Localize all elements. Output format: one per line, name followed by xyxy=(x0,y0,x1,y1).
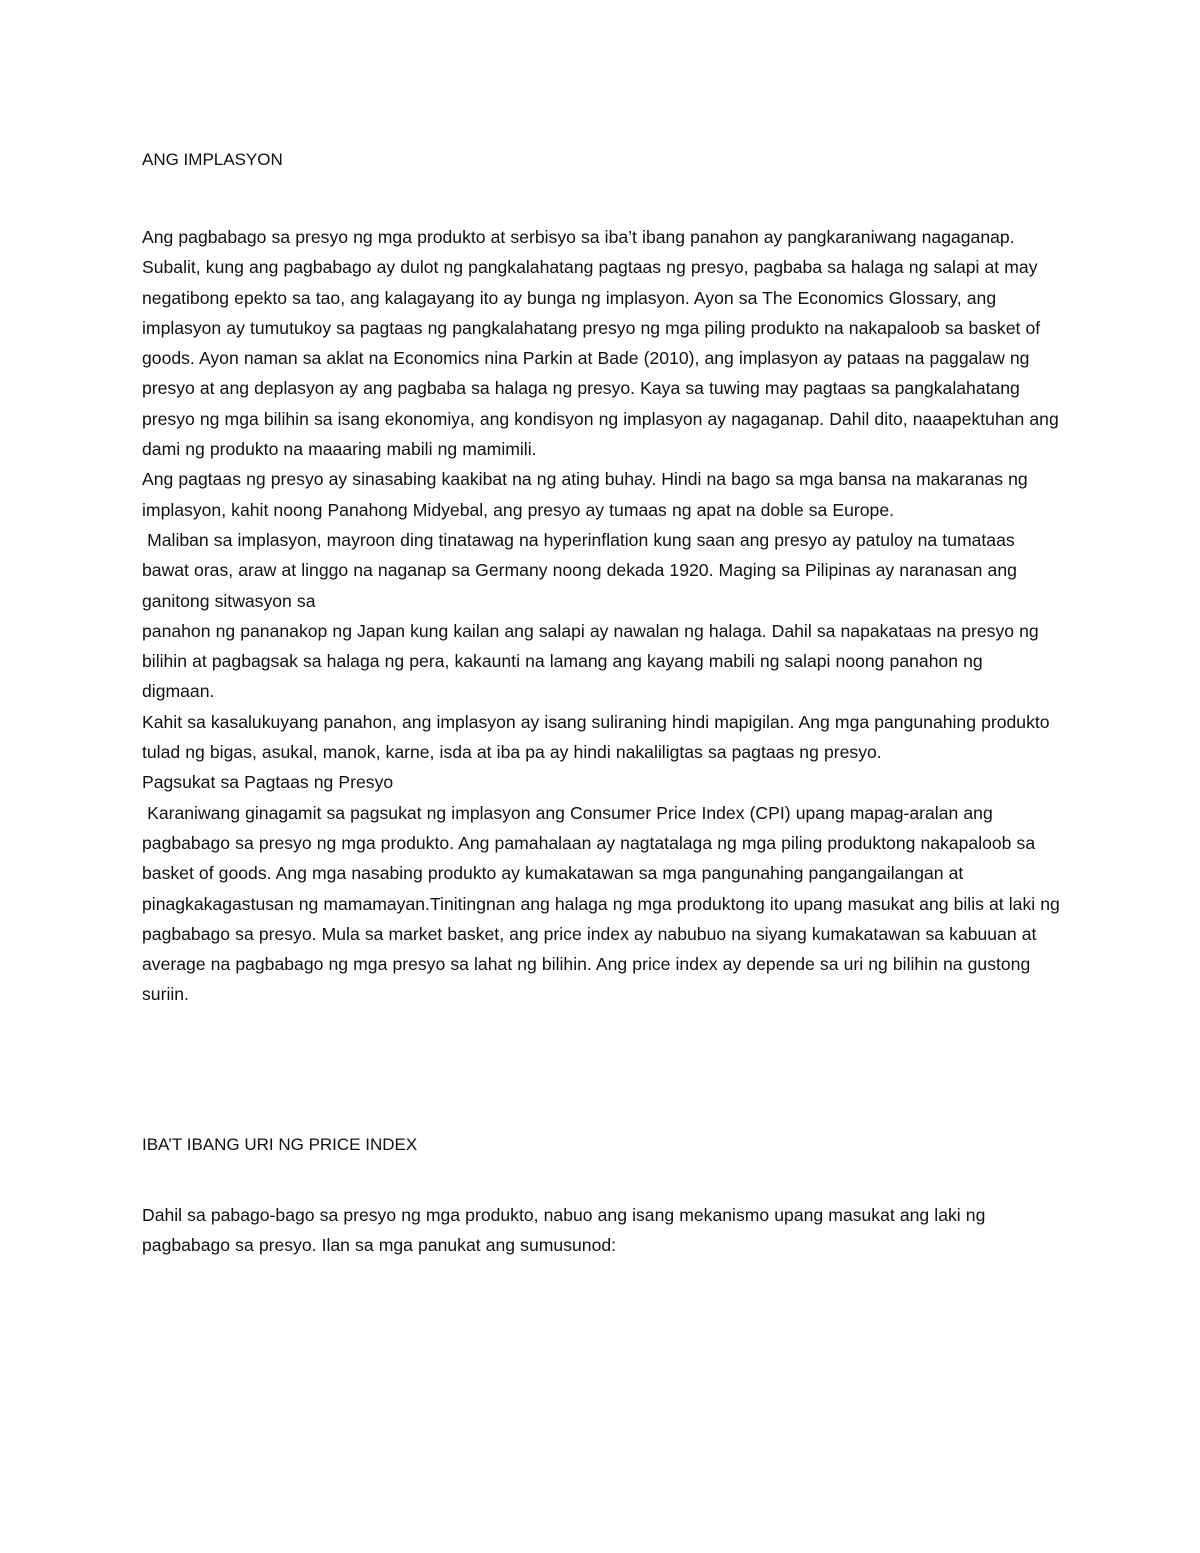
paragraph-cpi: Karaniwang ginagamit sa pagsukat ng implasyon ang Consumer Price Index (CPI) upang mapag-aralan ang pagbabago sa presyo ng mga produkto. Ang pamahalaan ay nagtatalaga ng mga piling produktong nakapaloob sa basket of goods. Ang mga nasabing produkto ay kumakatawan sa mga pangunahing pangangailangan at pinagkakagastusan ng mamamayan.Tinitingnan ang halaga ng mga produktong ito upang masukat ang bilis at laki ng pagbabago sa presyo. Mula sa market basket, ang price index ay nabubuo na siyang kumakatawan sa kabuuan at average na pagbabago ng mga presyo sa lahat ng bilihin. Ang price index ay depende sa uri ng bilihin na gustong suriin. xyxy=(142,802,1065,1005)
paragraph-kasalukuyang-panahon: Kahit sa kasalukuyang panahon, ang implasyon ay isang suliraning hindi mapigilan. Ang mga pangunahing produkto tulad ng bigas, asukal, manok, karne, isda at iba pa ay hindi nakaliligtas sa pagtaas ng presyo. xyxy=(142,711,1050,763)
paragraph-intro: Ang pagbabago sa presyo ng mga produkto at serbisyo sa iba’t ibang panahon ay pangkaraniwang nagaganap. Subalit, kung ang pagbabago ay dulot ng pangkalahatang pagtaas ng presyo, pagbaba sa halaga ng salapi at may negatibong epekto sa tao, ang kalagayang ito ay bunga ng implasyon. Ayon sa The Economics Glossary, ang implasyon ay tumutukoy sa pagtaas ng pangkalahatang presyo ng mga piling produkto na nakapaloob sa basket of goods. Ayon naman sa aklat na Economics nina Parkin at Bade (2010), ang implasyon ay pataas na paggalaw ng presyo at ang deplasyon ay ang pagbaba sa halaga ng presyo. Kaya sa tuwing may pagtaas sa pangkalahatang presyo ng mga bilihin sa isang ekonomiya, ang kondisyon ng implasyon ay nagaganap. Dahil dito, naaapektuhan ang dami ng produkto na maaaring mabili ng mamimili. xyxy=(142,227,1059,460)
document-page xyxy=(142,145,1065,1260)
paragraph-panukat: Dahil sa pabago-bago sa presyo ng mga produkto, nabuo ang isang mekanismo upang masukat ang laki ng pagbabago sa presyo. Ilan sa mga panukat ang sumusunod: xyxy=(142,1204,986,1256)
paragraph-pagtaas-ng-presyo: Ang pagtaas ng presyo ay sinasabing kaakibat na ng ating buhay. Hindi na bago sa mga bansa na makaranas ng implasyon, kahit noong Panahong Midyebal, ang presyo ay tumaas ng apat na doble sa Europe. xyxy=(142,469,1028,520)
paragraph-hyperinflation: Maliban sa implasyon, mayroon ding tinatawag na hyperinflation kung saan ang presyo ay patuloy na tumataas bawat oras, araw at linggo na naganap sa Germany noong dekada 1920. Maging sa Pilipinas ay naranasan ang ganitong sitwasyon sa xyxy=(142,529,1022,611)
subheading-pagsukat: Pagsukat sa Pagtaas ng Presyo xyxy=(142,772,394,793)
section-title-price-index: IBA’T IBANG URI NG PRICE INDEX xyxy=(142,1134,418,1154)
paragraph-pananakop-japan: panahon ng pananakop ng Japan kung kailan ang salapi ay nawalan ng halaga. Dahil sa napakataas na presyo ng bilihin at pagbagsak sa halaga ng pera, kakaunti na lamang ang kayang mabili ng salapi noong panahon ng digmaan. xyxy=(142,620,1039,702)
section-spacer xyxy=(142,1010,1060,1130)
section-title-ang-implasyon: ANG IMPLASYON xyxy=(142,150,283,169)
section-body-implasyon xyxy=(142,222,1065,1010)
section-body-price-index xyxy=(142,1200,1060,1261)
